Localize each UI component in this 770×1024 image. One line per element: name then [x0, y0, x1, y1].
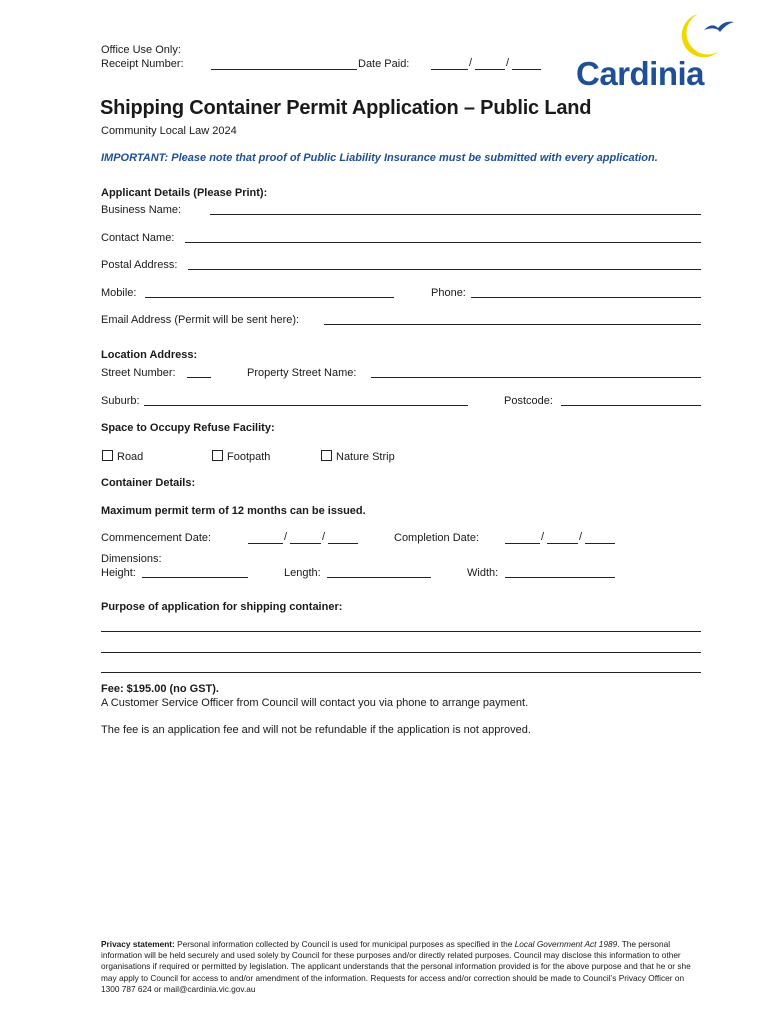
mobile-field[interactable] — [145, 297, 394, 298]
street-name-field[interactable] — [371, 377, 701, 378]
contact-name-field[interactable] — [185, 242, 701, 243]
completion-date-field[interactable] — [505, 531, 615, 545]
height-field[interactable] — [142, 577, 248, 578]
postcode-label: Postcode: — [504, 395, 553, 407]
purpose-line-3[interactable] — [101, 672, 701, 673]
applicant-details-heading: Applicant Details (Please Print): — [101, 187, 268, 199]
phone-field[interactable] — [471, 297, 701, 298]
business-name-label: Business Name: — [101, 204, 182, 216]
purpose-line-2[interactable] — [101, 652, 701, 653]
email-field[interactable] — [324, 324, 701, 325]
fee-refund-text: The fee is an application fee and will not be refundable if the application is not approved. — [101, 724, 531, 736]
street-number-label: Street Number: — [101, 367, 176, 379]
phone-label: Phone: — [431, 287, 466, 299]
date-paid-field[interactable] — [431, 57, 541, 71]
width-field[interactable] — [505, 577, 615, 578]
cardinia-logo — [574, 10, 738, 94]
suburb-label: Suburb: — [101, 395, 140, 407]
width-label: Width: — [467, 567, 499, 579]
privacy-statement — [101, 939, 701, 995]
receipt-number-label: Receipt Number: — [101, 58, 184, 70]
date-separator: / — [322, 531, 326, 543]
date-separator: / — [541, 531, 545, 543]
privacy-text-2: . The personal information will be held securely and used solely by Council for these purposes and/or directly related purposes. Council may disclose this information to other organisations if required or permitted by legislation. The applicant understands that the personal information provided is for the above purpose and that he or she may apply to Council for access to and/or amendment of the information. Requests for access and/or correction should be made to Council’s Privacy Officer on 1300 787 624 or mail@cardinia.vic.gov.au — [101, 939, 691, 994]
dimensions-label: Dimensions: — [101, 553, 162, 565]
road-option-label: Road — [117, 451, 144, 463]
nature-strip-option-label: Nature Strip — [336, 451, 395, 463]
privacy-act-name: Local Government Act 1989 — [514, 939, 618, 949]
length-field[interactable] — [327, 577, 431, 578]
road-checkbox[interactable] — [102, 450, 143, 464]
max-term-note: Maximum permit term of 12 months can be issued. — [101, 505, 366, 517]
date-separator: / — [579, 531, 583, 543]
email-label: Email Address (Permit will be sent here): — [101, 314, 300, 326]
commencement-date-field[interactable] — [248, 531, 358, 545]
fee-contact-text: A Customer Service Officer from Council will contact you via phone to arrange payment. — [101, 697, 529, 709]
checkbox-box[interactable] — [102, 450, 113, 461]
important-note: IMPORTANT: Please note that proof of Public Liability Insurance must be submitted with every application. — [101, 152, 658, 164]
postal-address-label: Postal Address: — [101, 259, 178, 271]
date-separator: / — [506, 57, 510, 69]
mobile-label: Mobile: — [101, 287, 137, 299]
container-details-heading: Container Details: — [101, 477, 196, 489]
privacy-text-1: Personal information collected by Council is used for municipal purposes as specified in the — [174, 939, 515, 949]
cardinia-wordmark: Cardinia — [576, 55, 705, 92]
suburb-field[interactable] — [144, 405, 468, 406]
footpath-checkbox[interactable] — [212, 450, 270, 464]
checkbox-box[interactable] — [321, 450, 332, 461]
height-label: Height: — [101, 567, 136, 579]
purpose-heading: Purpose of application for shipping container: — [101, 601, 343, 613]
nature-strip-checkbox[interactable] — [321, 450, 395, 464]
footpath-option-label: Footpath — [227, 451, 271, 463]
date-separator: / — [284, 531, 288, 543]
space-heading: Space to Occupy Refuse Facility: — [101, 422, 275, 434]
contact-name-label: Contact Name: — [101, 232, 175, 244]
page-subtitle: Community Local Law 2024 — [101, 125, 237, 137]
completion-date-label: Completion Date: — [394, 532, 479, 544]
bird-icon — [702, 18, 736, 36]
street-name-label: Property Street Name: — [247, 367, 357, 379]
commencement-date-label: Commencement Date: — [101, 532, 212, 544]
checkbox-box[interactable] — [212, 450, 223, 461]
business-name-field[interactable] — [210, 214, 701, 215]
length-label: Length: — [284, 567, 321, 579]
fee-heading: Fee: $195.00 (no GST). — [101, 683, 219, 695]
location-address-heading: Location Address: — [101, 349, 198, 361]
street-number-field[interactable] — [187, 377, 211, 378]
receipt-number-field[interactable] — [211, 69, 357, 70]
purpose-line-1[interactable] — [101, 631, 701, 632]
privacy-label: Privacy statement: — [101, 939, 175, 949]
office-use-heading: Office Use Only: — [101, 44, 181, 56]
date-paid-label: Date Paid: — [358, 58, 410, 70]
postcode-field[interactable] — [561, 405, 701, 406]
date-separator: / — [469, 57, 473, 69]
page-title: Shipping Container Permit Application – Public Land — [100, 97, 592, 119]
postal-address-field[interactable] — [188, 269, 701, 270]
